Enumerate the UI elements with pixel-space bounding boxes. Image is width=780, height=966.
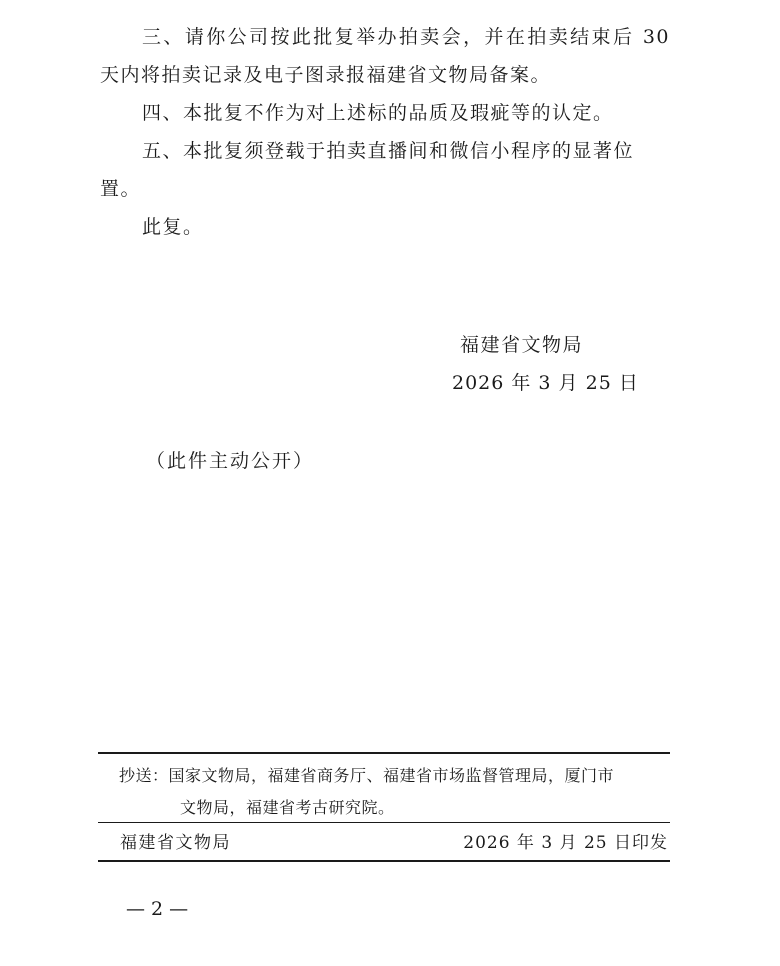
footer-middle-rule: [98, 822, 670, 823]
paragraph-item-5: 五、本批复须登载于拍卖直播间和微信小程序的显著位置。: [100, 140, 635, 200]
signature-date: 2026 年 3 月 25 日: [452, 372, 639, 394]
cc-line-1: [119, 760, 659, 791]
paragraph-item-4: 四、本批复不作为对上述标的品质及瑕疵等的认定。: [142, 102, 614, 124]
issuing-organization: 福建省文物局: [120, 833, 231, 853]
disclosure-note: （此件主动公开）: [146, 450, 315, 472]
cc-recipients-1: 国家文物局，福建省商务厅、福建省市场监督管理局，厦门市: [168, 766, 615, 785]
footer-top-rule: [98, 752, 670, 754]
cc-recipients-2: 文物局，福建省考古研究院。: [180, 798, 395, 817]
signature-organization: 福建省文物局: [460, 334, 584, 356]
closing-phrase: 此复。: [142, 216, 204, 238]
footer-bottom-rule: [98, 860, 670, 862]
cc-label: 抄送：: [119, 766, 169, 785]
page-number: — 2 —: [126, 898, 189, 920]
issue-date: 2026 年 3 月 25 日印发: [463, 833, 668, 853]
paragraph-item-3: 三、请你公司按此批复举办拍卖会，并在拍卖结束后 30 天内将拍卖记录及电子图录报福建省文物局备案。: [100, 26, 670, 86]
